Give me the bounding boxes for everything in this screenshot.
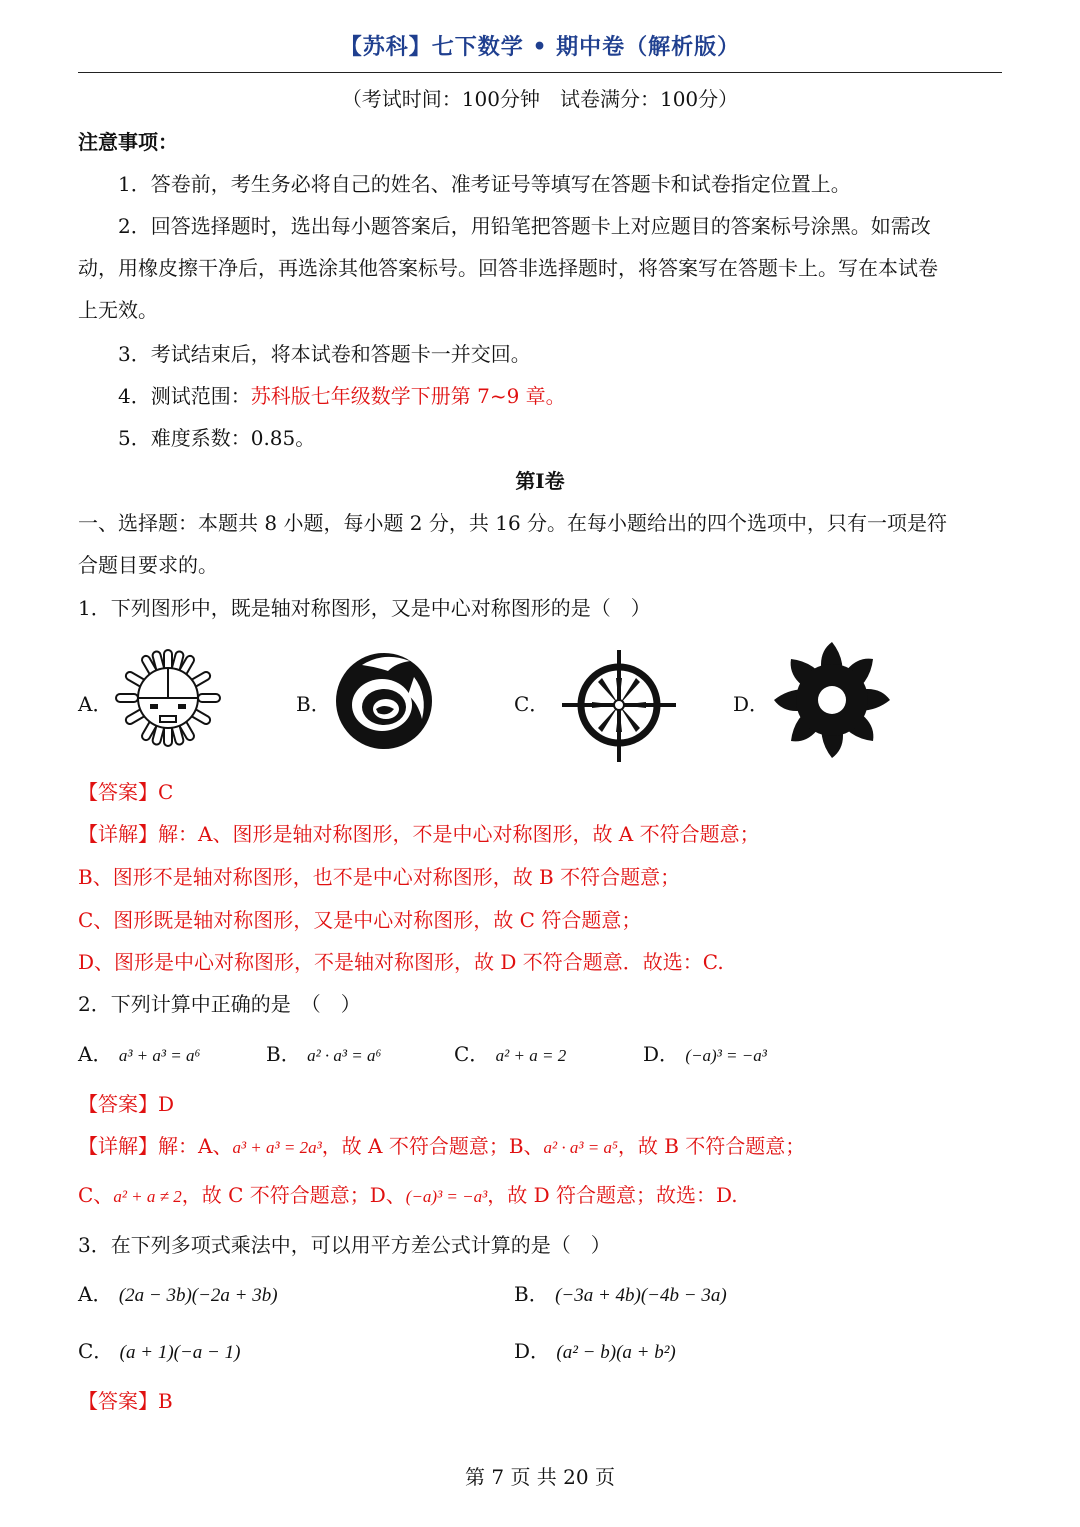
q2-option-a-label: A． (78, 1042, 113, 1066)
note-item-3: 3．考试结束后，将本试卷和答题卡一并交回。 (118, 342, 531, 366)
exam-info: （考试时间：100分钟 试卷满分：100分） (341, 87, 739, 111)
q2-detail-2-text-b: ，故 C 不符合题意；D、 (181, 1183, 406, 1207)
q2-detail-2-text-c: ，故 D 符合题意；故选：D. (487, 1183, 738, 1207)
q3-option-d (514, 1337, 676, 1367)
q2-option-d-label: D． (643, 1042, 680, 1066)
q2-detail-1-text-b: ，故 A 不符合题意；B、 (321, 1134, 544, 1158)
q2-detail-1-math-b: a² · a³ = a⁵ (543, 1138, 618, 1157)
part1-instructions-cont: 合题目要求的。 (78, 553, 218, 577)
q3-option-b (514, 1280, 727, 1310)
test-range: 苏科版七年级数学下册第 7~9 章。 (250, 384, 566, 408)
q2-option-b (266, 1040, 381, 1070)
section-title: 第I卷 (515, 469, 565, 493)
q2-option-d-formula: (−a)³ = −a³ (685, 1046, 767, 1065)
q3-option-d-label: D． (514, 1339, 551, 1363)
q1-stem: 1．下列图形中，既是轴对称图形，又是中心对称图形的是（ ） (78, 596, 651, 620)
document-title: 【苏科】七下数学 • 期中卷（解析版） (339, 34, 741, 60)
note-item-4 (118, 382, 566, 410)
q2-stem: 2．下列计算中正确的是 （ ） (78, 992, 361, 1016)
note-item-1: 1．答卷前，考生务必将自己的姓名、准考证号等填写在答题卡和试卷指定位置上。 (118, 172, 851, 196)
notes-heading: 注意事项： (78, 130, 178, 154)
q2-detail-2-math-b: (−a)³ = −a³ (405, 1187, 488, 1206)
q3-option-c (78, 1337, 240, 1367)
q3-option-d-formula: (a² − b)(a + b²) (556, 1342, 676, 1363)
note-item-4-label: 4．测试范围： (118, 384, 251, 408)
q2-detail-2-text-a: C、 (78, 1183, 114, 1207)
q2-option-c-label: C． (454, 1042, 490, 1066)
q3-option-a (78, 1280, 278, 1310)
q2-option-c (454, 1040, 566, 1070)
q1-option-a-label: A． (78, 692, 113, 716)
q2-detail-1-text-c: ，故 B 不符合题意； (617, 1134, 806, 1158)
q2-option-b-formula: a² · a³ = a⁶ (307, 1046, 382, 1065)
q2-option-a-formula: a³ + a³ = a⁶ (118, 1046, 201, 1065)
page-footer: 第 7 页 共 20 页 (465, 1465, 615, 1489)
q1-detail-1: 【详解】解：A、图形是轴对称图形，不是中心对称图形，故 A 不符合题意； (78, 822, 760, 846)
q2-detail-2-math-a: a² + a ≠ 2 (113, 1187, 182, 1206)
q2-answer: 【答案】D (78, 1092, 175, 1116)
note-item-2-end: 上无效。 (78, 298, 158, 322)
q2-option-a (78, 1040, 200, 1070)
q2-detail-1-math-a: a³ + a³ = 2a³ (232, 1138, 322, 1157)
flower-figure (770, 638, 894, 762)
q3-option-a-formula: (2a − 3b)(−2a + 3b) (118, 1285, 278, 1306)
q1-detail-4: D、图形是中心对称图形，不是轴对称图形，故 D 不符合题意．故选：C. (78, 950, 724, 974)
q3-option-c-label: C． (78, 1339, 114, 1363)
q3-answer: 【答案】B (78, 1389, 173, 1413)
q1-option-b-label: B． (296, 692, 331, 716)
swirl-figure (332, 647, 436, 751)
q3-option-b-formula: (−3a + 4b)(−4b − 3a) (555, 1285, 727, 1306)
q2-option-c-formula: a² + a = 2 (495, 1046, 567, 1065)
q3-option-a-label: A． (78, 1282, 113, 1306)
note-item-2-cont: 动，用橡皮擦干净后，再选涂其他答案标号。回答非选择题时，将答案写在答题卡上。写在本试卷 (78, 256, 938, 280)
note-item-5: 5．难度系数：0.85。 (118, 426, 316, 450)
q1-detail-2: B、图形不是轴对称图形，也不是中心对称图形，故 B 不符合题意； (78, 865, 681, 889)
q3-option-b-label: B． (514, 1282, 549, 1306)
q1-answer: 【答案】C (78, 780, 174, 804)
sun-face-figure (114, 648, 222, 748)
note-item-2: 2．回答选择题时，选出每小题答案后，用铅笔把答题卡上对应题目的答案标号涂黑。如需改 (118, 214, 931, 238)
q1-option-c-label: C． (514, 692, 550, 716)
q2-detail-2 (78, 1181, 738, 1211)
q2-option-b-label: B． (266, 1042, 301, 1066)
q2-detail-1-text-a: 【详解】解：A、 (78, 1134, 233, 1158)
q1-option-d-label: D． (733, 692, 770, 716)
q2-option-d (643, 1040, 767, 1070)
q2-detail-1 (78, 1132, 805, 1162)
wheel-figure (560, 648, 678, 764)
q1-detail-3: C、图形既是轴对称图形，又是中心对称图形，故 C 符合题意； (78, 908, 642, 932)
header-rule (78, 72, 1002, 73)
q3-stem: 3．在下列多项式乘法中，可以用平方差公式计算的是（ ） (78, 1233, 611, 1257)
q3-option-c-formula: (a + 1)(−a − 1) (119, 1342, 241, 1363)
part1-instructions: 一、选择题：本题共 8 小题，每小题 2 分，共 16 分。在每小题给出的四个选项中，只有一项是符 (78, 511, 948, 535)
